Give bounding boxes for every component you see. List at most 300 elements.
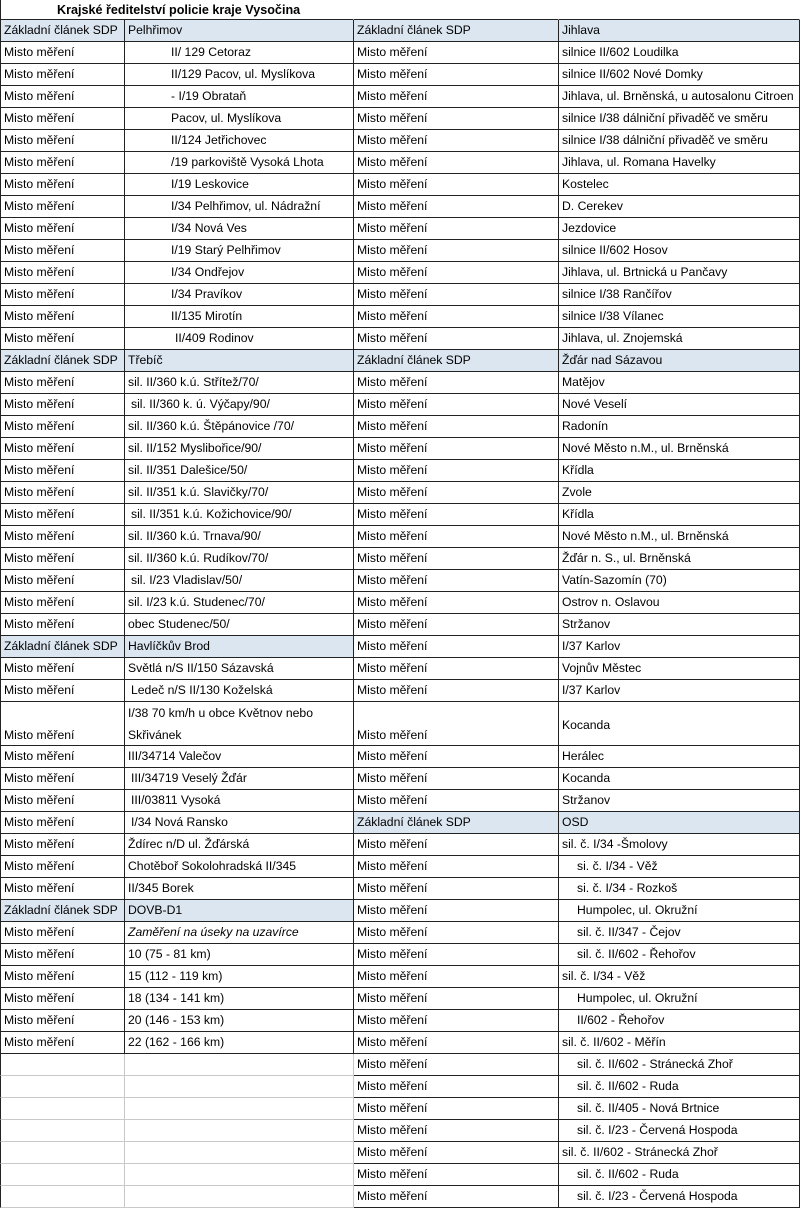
- table-row: [0, 746, 354, 768]
- location-cell[interactable]: Vojnův Městec: [559, 658, 800, 680]
- location-cell[interactable]: I/37 Karlov: [559, 636, 800, 658]
- table-row: [0, 878, 354, 900]
- location-cell[interactable]: Kocanda: [559, 702, 800, 746]
- location-cell[interactable]: silnice II/602 Loudilka: [559, 42, 800, 64]
- location-cell[interactable]: Stržanov: [559, 790, 800, 812]
- location-cell[interactable]: Ledeč n/S II/130 Koželská: [125, 680, 354, 702]
- empty-cell[interactable]: [125, 1120, 354, 1142]
- blank-cell[interactable]: [354, 0, 559, 20]
- table-row: [0, 680, 354, 702]
- row-label-cell[interactable]: Misto měření: [354, 1076, 559, 1098]
- left-table: [0, 0, 354, 1208]
- table-row: [354, 1076, 800, 1098]
- blank-cell[interactable]: [559, 0, 800, 20]
- empty-cell[interactable]: [125, 1142, 354, 1164]
- location-cell[interactable]: Vatín-Sazomín (70): [559, 570, 800, 592]
- location-cell[interactable]: Stržanov: [559, 614, 800, 636]
- location-cell[interactable]: Křídla: [559, 460, 800, 482]
- empty-cell[interactable]: [125, 1186, 354, 1208]
- table-row: [354, 108, 800, 130]
- row-label-cell[interactable]: Misto měření: [0, 482, 125, 504]
- section-name-cell[interactable]: Třebíč: [125, 350, 354, 372]
- location-cell[interactable]: sil. č. II/602 - Ruda: [559, 1076, 800, 1098]
- row-label-cell[interactable]: Misto měření: [354, 768, 559, 790]
- location-cell[interactable]: sil. č. II/602 - Stránecká Zhoř: [559, 1142, 800, 1164]
- title-row: [0, 0, 354, 20]
- empty-cell[interactable]: [125, 1098, 354, 1120]
- location-cell[interactable]: sil. č. I/34 -Šmolovy: [559, 834, 800, 856]
- row-label-cell[interactable]: Misto měření: [0, 966, 125, 988]
- row-label-cell[interactable]: Misto měření: [354, 262, 559, 284]
- location-cell[interactable]: sil. č. II/602 - Řehořov: [559, 944, 800, 966]
- row-label-cell[interactable]: Misto měření: [354, 570, 559, 592]
- location-cell[interactable]: Jezdovice: [559, 218, 800, 240]
- location-cell[interactable]: sil. č. II/347 - Čejov: [559, 922, 800, 944]
- row-label-cell[interactable]: Misto měření: [354, 878, 559, 900]
- location-cell[interactable]: obec Studenec/50/: [125, 614, 354, 636]
- location-cell[interactable]: sil. č. I/34 - Věž: [559, 966, 800, 988]
- empty-row: [0, 1054, 354, 1076]
- location-cell[interactable]: 15 (112 - 119 km): [125, 966, 354, 988]
- row-label-cell[interactable]: Misto měření: [0, 922, 125, 944]
- location-cell[interactable]: sil. č. I/23 - Červená Hospoda: [559, 1186, 800, 1208]
- row-label-cell[interactable]: Misto měření: [0, 152, 125, 174]
- location-cell[interactable]: Matějov: [559, 372, 800, 394]
- row-label-cell[interactable]: Misto měření: [0, 174, 125, 196]
- row-label-cell[interactable]: Misto měření: [0, 1010, 125, 1032]
- location-cell[interactable]: Nové Město n.M., ul. Brněnská: [559, 438, 800, 460]
- table-row: [354, 548, 800, 570]
- location-cell[interactable]: sil. I/23 Vladislav/50/: [125, 570, 354, 592]
- row-label-cell[interactable]: Misto měření: [0, 878, 125, 900]
- row-label-cell[interactable]: Misto měření: [0, 306, 125, 328]
- table-row: [354, 86, 800, 108]
- table-row: [0, 592, 354, 614]
- table-row: [354, 174, 800, 196]
- row-label-cell[interactable]: Misto měření: [0, 86, 125, 108]
- location-cell[interactable]: silnice II/602 Hosov: [559, 240, 800, 262]
- table-row: [354, 966, 800, 988]
- location-cell[interactable]: Nové Veselí: [559, 394, 800, 416]
- location-cell[interactable]: Nové Město n.M., ul. Brněnská: [559, 526, 800, 548]
- table-row: [0, 394, 354, 416]
- row-label-cell[interactable]: Misto měření: [0, 394, 125, 416]
- row-label-cell[interactable]: Misto měření: [0, 856, 125, 878]
- empty-cell[interactable]: [0, 1054, 125, 1076]
- location-cell[interactable]: Kostelec: [559, 174, 800, 196]
- table-row: [354, 900, 800, 922]
- table-row: [354, 482, 800, 504]
- location-cell[interactable]: sil. II/360 k.ú. Trnava/90/: [125, 526, 354, 548]
- row-label-cell[interactable]: Misto měření: [354, 1186, 559, 1208]
- row-label-cell[interactable]: Misto měření: [354, 306, 559, 328]
- table-row: [0, 196, 354, 218]
- location-cell[interactable]: II/135 Mirotín: [125, 306, 354, 328]
- location-cell[interactable]: Ždírec n/D ul. Žďárská: [125, 834, 354, 856]
- table-row: [354, 592, 800, 614]
- location-cell[interactable]: II/124 Jetřichovec: [125, 130, 354, 152]
- section-name-cell[interactable]: Pelhřimov: [125, 20, 354, 42]
- table-row: [0, 240, 354, 262]
- row-label-cell[interactable]: Misto měření: [354, 460, 559, 482]
- section-name-cell[interactable]: DOVB-D1: [125, 900, 354, 922]
- location-cell[interactable]: sil. č. II/602 - Měřín: [559, 1032, 800, 1054]
- table-row: [354, 680, 800, 702]
- row-label-cell[interactable]: Misto měření: [354, 504, 559, 526]
- row-label-cell[interactable]: Misto měření: [0, 328, 125, 350]
- location-cell[interactable]: II/409 Rodinov: [125, 328, 354, 350]
- location-cell[interactable]: D. Cerekev: [559, 196, 800, 218]
- table-row: [0, 328, 354, 350]
- row-label-cell[interactable]: Misto měření: [0, 592, 125, 614]
- left-table-body: [0, 20, 354, 1208]
- section-label-cell[interactable]: Základní článek SDP: [354, 812, 559, 834]
- location-cell[interactable]: Radonín: [559, 416, 800, 438]
- row-label-cell[interactable]: Misto měření: [354, 218, 559, 240]
- location-cell[interactable]: 10 (75 - 81 km): [125, 944, 354, 966]
- location-cell[interactable]: sil. č. I/23 - Červená Hospoda: [559, 1120, 800, 1142]
- row-label-cell[interactable]: Misto měření: [0, 702, 125, 746]
- row-label-cell[interactable]: Misto měření: [0, 504, 125, 526]
- row-label-cell[interactable]: Misto měření: [0, 108, 125, 130]
- row-label-cell[interactable]: Misto měření: [0, 746, 125, 768]
- row-label-cell[interactable]: Misto měření: [0, 262, 125, 284]
- table-row: [354, 64, 800, 86]
- location-cell[interactable]: III/03811 Vysoká: [125, 790, 354, 812]
- table-row: [354, 262, 800, 284]
- empty-cell[interactable]: [0, 1142, 125, 1164]
- table-row: [354, 702, 800, 746]
- location-cell[interactable]: II/602 - Řehořov: [559, 1010, 800, 1032]
- location-cell[interactable]: I/34 Nová Ves: [125, 218, 354, 240]
- section-name-cell[interactable]: Jihlava: [559, 20, 800, 42]
- empty-cell[interactable]: [0, 1120, 125, 1142]
- row-label-cell[interactable]: Misto měření: [354, 1054, 559, 1076]
- table-row: [0, 306, 354, 328]
- table-row: [354, 1186, 800, 1208]
- location-cell[interactable]: Žďár n. S., ul. Brněnská: [559, 548, 800, 570]
- location-cell[interactable]: silnice I/38 Rančířov: [559, 284, 800, 306]
- section-label-cell[interactable]: Základní článek SDP: [0, 636, 125, 658]
- row-label-cell[interactable]: Misto měření: [354, 746, 559, 768]
- row-label-cell[interactable]: Misto měření: [354, 174, 559, 196]
- table-row: [0, 966, 354, 988]
- table-row: [354, 636, 800, 658]
- section-header-row: [354, 350, 800, 372]
- table-row: [354, 1032, 800, 1054]
- row-label-cell[interactable]: Misto měření: [354, 614, 559, 636]
- location-cell[interactable]: III/34714 Valečov: [125, 746, 354, 768]
- row-label-cell[interactable]: Misto měření: [354, 108, 559, 130]
- section-header-row: [0, 20, 354, 42]
- location-cell[interactable]: Křídla: [559, 504, 800, 526]
- location-cell[interactable]: Pacov, ul. Myslíkova: [125, 108, 354, 130]
- row-label-cell[interactable]: Misto měření: [354, 922, 559, 944]
- row-label-cell[interactable]: Misto měření: [354, 1120, 559, 1142]
- location-cell[interactable]: si. č. I/34 - Věž: [559, 856, 800, 878]
- table-row: [0, 438, 354, 460]
- table-row: [0, 218, 354, 240]
- section-label-cell[interactable]: Základní článek SDP: [0, 350, 125, 372]
- row-label-cell[interactable]: Misto měření: [354, 834, 559, 856]
- table-row: [0, 460, 354, 482]
- row-label-cell[interactable]: Misto měření: [354, 966, 559, 988]
- location-cell[interactable]: sil. II/360 k.ú. Střítež/70/: [125, 372, 354, 394]
- table-row: [0, 922, 354, 944]
- row-label-cell[interactable]: Misto měření: [0, 768, 125, 790]
- row-label-cell[interactable]: Misto měření: [0, 218, 125, 240]
- location-cell[interactable]: I/34 Nová Ransko: [125, 812, 354, 834]
- location-cell[interactable]: III/34719 Veselý Žďár: [125, 768, 354, 790]
- location-cell[interactable]: I/34 Pravíkov: [125, 284, 354, 306]
- row-label-cell[interactable]: Misto měření: [354, 130, 559, 152]
- location-cell[interactable]: sil. č. II/602 - Ruda: [559, 1164, 800, 1186]
- location-cell[interactable]: Jihlava, ul. Brněnská, u autosalonu Citroen: [559, 86, 800, 108]
- location-cell[interactable]: sil. II/360 k.ú. Štěpánovice /70/: [125, 416, 354, 438]
- location-cell[interactable]: sil. II/152 Myslibořice/90/: [125, 438, 354, 460]
- table-row: [354, 438, 800, 460]
- location-cell[interactable]: sil. II/351 k.ú. Slavičky/70/: [125, 482, 354, 504]
- table-row: [354, 460, 800, 482]
- row-label-cell[interactable]: Misto měření: [354, 702, 559, 746]
- location-cell[interactable]: silnice I/38 dálniční přivaděč ve směru: [559, 130, 800, 152]
- table-row: [0, 504, 354, 526]
- row-label-cell[interactable]: Misto měření: [0, 548, 125, 570]
- location-cell[interactable]: 20 (146 - 153 km): [125, 1010, 354, 1032]
- location-cell[interactable]: Humpolec, ul. Okružní: [559, 900, 800, 922]
- row-label-cell[interactable]: Misto měření: [0, 988, 125, 1010]
- location-cell[interactable]: II/ 129 Cetoraz: [125, 42, 354, 64]
- table-row: [354, 130, 800, 152]
- row-label-cell[interactable]: Misto měření: [0, 570, 125, 592]
- location-cell[interactable]: Herálec: [559, 746, 800, 768]
- location-cell[interactable]: sil. II/360 k. ú. Výčapy/90/: [125, 394, 354, 416]
- row-label-cell[interactable]: Misto měření: [0, 240, 125, 262]
- table-row: [0, 944, 354, 966]
- row-label-cell[interactable]: Misto měření: [0, 834, 125, 856]
- row-label-cell[interactable]: Misto měření: [0, 284, 125, 306]
- empty-cell[interactable]: [125, 1164, 354, 1186]
- table-row: [0, 130, 354, 152]
- row-label-cell[interactable]: Misto měření: [354, 240, 559, 262]
- empty-cell[interactable]: [0, 1098, 125, 1120]
- table-row: [354, 834, 800, 856]
- location-cell[interactable]: sil. II/351 Dalešice/50/: [125, 460, 354, 482]
- row-label-cell[interactable]: Misto měření: [354, 416, 559, 438]
- row-label-cell[interactable]: Misto měření: [354, 944, 559, 966]
- location-cell[interactable]: Jihlava, ul. Brtnická u Pančavy: [559, 262, 800, 284]
- table-row: [354, 856, 800, 878]
- table-row: [354, 614, 800, 636]
- location-cell[interactable]: sil. č. II/405 - Nová Brtnice: [559, 1098, 800, 1120]
- row-label-cell[interactable]: Misto měření: [354, 1032, 559, 1054]
- section-label-cell[interactable]: Základní článek SDP: [354, 350, 559, 372]
- table-row: [0, 482, 354, 504]
- row-label-cell[interactable]: Misto měření: [354, 64, 559, 86]
- section-name-cell[interactable]: Žďár nad Sázavou: [559, 350, 800, 372]
- location-cell[interactable]: 22 (162 - 166 km): [125, 1032, 354, 1054]
- row-label-cell[interactable]: Misto měření: [0, 196, 125, 218]
- table-row: [354, 570, 800, 592]
- table-row: [0, 790, 354, 812]
- location-cell[interactable]: silnice II/602 Nové Domky: [559, 64, 800, 86]
- location-cell[interactable]: I/19 Leskovice: [125, 174, 354, 196]
- row-label-cell[interactable]: Misto měření: [0, 680, 125, 702]
- location-cell[interactable]: Jihlava, ul. Znojemská: [559, 328, 800, 350]
- table-row: [0, 108, 354, 130]
- table-row: [0, 1032, 354, 1054]
- location-cell[interactable]: sil. II/351 k.ú. Kožichovice/90/: [125, 504, 354, 526]
- location-cell[interactable]: Humpolec, ul. Okružní: [559, 988, 800, 1010]
- table-row: [0, 416, 354, 438]
- row-label-cell[interactable]: Misto měření: [354, 372, 559, 394]
- section-header-row: [354, 812, 800, 834]
- location-cell[interactable]: II/345 Borek: [125, 878, 354, 900]
- row-label-cell[interactable]: Misto měření: [0, 64, 125, 86]
- table-row: [354, 152, 800, 174]
- row-label-cell[interactable]: Misto měření: [354, 284, 559, 306]
- table-row: [354, 1142, 800, 1164]
- row-label-cell[interactable]: Misto měření: [0, 130, 125, 152]
- row-label-cell[interactable]: Misto měření: [354, 394, 559, 416]
- row-label-cell[interactable]: Misto měření: [354, 42, 559, 64]
- table-row: [354, 878, 800, 900]
- row-label-cell[interactable]: Misto měření: [0, 790, 125, 812]
- location-cell[interactable]: Zaměření na úseky na uzavírce: [125, 922, 354, 944]
- section-header-row: [0, 636, 354, 658]
- table-row: [354, 218, 800, 240]
- row-label-cell[interactable]: Misto měření: [354, 196, 559, 218]
- table-row: [354, 284, 800, 306]
- empty-cell[interactable]: [0, 1076, 125, 1098]
- location-cell[interactable]: Kocanda: [559, 768, 800, 790]
- row-label-cell[interactable]: Misto měření: [354, 856, 559, 878]
- table-row: [0, 614, 354, 636]
- section-header-row: [0, 350, 354, 372]
- row-label-cell[interactable]: Misto měření: [0, 658, 125, 680]
- empty-cell[interactable]: [125, 1076, 354, 1098]
- empty-row: [0, 1098, 354, 1120]
- row-label-cell[interactable]: Misto měření: [0, 944, 125, 966]
- table-row: [354, 416, 800, 438]
- location-cell[interactable]: sil. č. II/602 - Stránecká Zhoř: [559, 1054, 800, 1076]
- location-cell[interactable]: Světlá n/S II/150 Sázavská: [125, 658, 354, 680]
- location-cell[interactable]: I/19 Starý Pelhřimov: [125, 240, 354, 262]
- location-cell[interactable]: sil. II/360 k.ú. Rudíkov/70/: [125, 548, 354, 570]
- location-cell[interactable]: si. č. I/34 - Rozkoš: [559, 878, 800, 900]
- row-label-cell[interactable]: Misto měření: [0, 1032, 125, 1054]
- location-cell[interactable]: I/34 Pelhřimov, ul. Nádražní: [125, 196, 354, 218]
- row-label-cell[interactable]: Misto měření: [0, 812, 125, 834]
- table-row: [0, 812, 354, 834]
- empty-cell[interactable]: [0, 1186, 125, 1208]
- table-row: [354, 658, 800, 680]
- location-cell[interactable]: Jihlava, ul. Romana Havelky: [559, 152, 800, 174]
- row-label-cell[interactable]: Misto měření: [354, 680, 559, 702]
- table-row: [0, 768, 354, 790]
- row-label-cell[interactable]: Misto měření: [354, 1164, 559, 1186]
- table-row: [354, 504, 800, 526]
- table-row: [0, 372, 354, 394]
- row-label-cell[interactable]: Misto měření: [354, 526, 559, 548]
- row-label-cell[interactable]: Misto měření: [0, 460, 125, 482]
- section-label-cell[interactable]: Základní článek SDP: [0, 20, 125, 42]
- location-cell[interactable]: I/38 70 km/h u obce Květnov nebo Skřivánek: [125, 702, 354, 746]
- table-row: [354, 1164, 800, 1186]
- table-row: [0, 86, 354, 108]
- row-label-cell[interactable]: Misto měření: [354, 438, 559, 460]
- row-label-cell[interactable]: Misto měření: [354, 636, 559, 658]
- section-name-cell[interactable]: Havlíčkův Brod: [125, 636, 354, 658]
- table-row: [0, 856, 354, 878]
- row-label-cell[interactable]: Misto měření: [0, 438, 125, 460]
- row-label-cell[interactable]: Misto měření: [354, 328, 559, 350]
- row-label-cell[interactable]: Misto měření: [354, 1098, 559, 1120]
- section-label-cell[interactable]: Základní článek SDP: [0, 900, 125, 922]
- table-row: [354, 1010, 800, 1032]
- section-name-cell[interactable]: OSD: [559, 812, 800, 834]
- empty-cell[interactable]: [125, 1054, 354, 1076]
- table-row: [354, 1098, 800, 1120]
- row-label-cell[interactable]: Misto měření: [354, 548, 559, 570]
- table-row: [0, 42, 354, 64]
- row-label-cell[interactable]: Misto měření: [354, 1142, 559, 1164]
- table-row: [0, 152, 354, 174]
- row-label-cell[interactable]: Misto měření: [354, 658, 559, 680]
- location-cell[interactable]: silnice I/38 Vílanec: [559, 306, 800, 328]
- row-label-cell[interactable]: Misto měření: [354, 900, 559, 922]
- location-cell[interactable]: 18 (134 - 141 km): [125, 988, 354, 1010]
- row-label-cell[interactable]: Misto měření: [354, 86, 559, 108]
- table-row: [0, 988, 354, 1010]
- location-cell[interactable]: Zvole: [559, 482, 800, 504]
- row-label-cell[interactable]: Misto měření: [354, 1010, 559, 1032]
- row-label-cell[interactable]: Misto měření: [0, 614, 125, 636]
- location-cell[interactable]: sil. I/23 k.ú. Studenec/70/: [125, 592, 354, 614]
- row-label-cell[interactable]: Misto měření: [354, 482, 559, 504]
- empty-row: [0, 1164, 354, 1186]
- location-cell[interactable]: I/37 Karlov: [559, 680, 800, 702]
- location-cell[interactable]: II/129 Pacov, ul. Myslíkova: [125, 64, 354, 86]
- empty-cell[interactable]: [0, 1164, 125, 1186]
- location-cell[interactable]: Chotěboř Sokolohradská II/345: [125, 856, 354, 878]
- sheet-title[interactable]: Krajské ředitelství policie kraje Vysočina: [0, 0, 354, 20]
- row-label-cell[interactable]: Misto měření: [354, 152, 559, 174]
- row-label-cell[interactable]: Misto měření: [0, 42, 125, 64]
- table-row: [0, 64, 354, 86]
- table-row: [354, 746, 800, 768]
- row-label-cell[interactable]: Misto měření: [0, 372, 125, 394]
- empty-row: [0, 1120, 354, 1142]
- section-label-cell[interactable]: Základní článek SDP: [354, 20, 559, 42]
- location-cell[interactable]: - I/19 Obrataň: [125, 86, 354, 108]
- location-cell[interactable]: /19 parkoviště Vysoká Lhota: [125, 152, 354, 174]
- row-label-cell[interactable]: Misto měření: [0, 526, 125, 548]
- row-label-cell[interactable]: Misto měření: [0, 416, 125, 438]
- location-cell[interactable]: silnice I/38 dálniční přivaděč ve směru: [559, 108, 800, 130]
- row-label-cell[interactable]: Misto měření: [354, 988, 559, 1010]
- table-row: [354, 328, 800, 350]
- row-label-cell[interactable]: Misto měření: [354, 790, 559, 812]
- table-row: [354, 306, 800, 328]
- table-row: [0, 526, 354, 548]
- location-cell[interactable]: I/34 Ondřejov: [125, 262, 354, 284]
- row-label-cell[interactable]: Misto měření: [354, 592, 559, 614]
- table-row: [0, 1010, 354, 1032]
- location-cell[interactable]: Ostrov n. Oslavou: [559, 592, 800, 614]
- empty-row: [0, 1186, 354, 1208]
- table-row: [0, 284, 354, 306]
